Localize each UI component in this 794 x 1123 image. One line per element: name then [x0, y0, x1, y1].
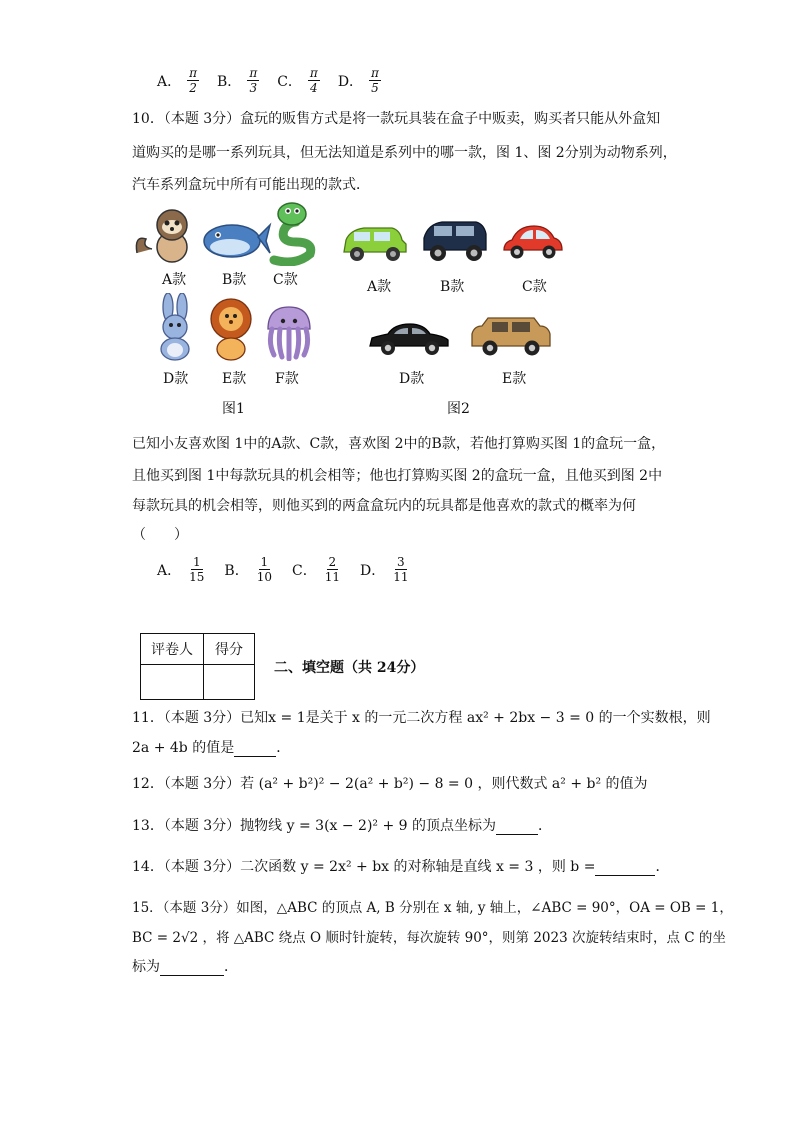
q10-para-2: 且他买到图 1中每款玩具的机会相等；他也打算购买图 2的盒玩一盒，且他买到图 2中	[132, 468, 663, 484]
q9-option-b: B． $\frac{\pi}{3}$	[217, 66, 258, 95]
fig1-label-d: D款	[163, 371, 189, 387]
raccoon-toy-image	[132, 205, 202, 265]
fig1-label-a: A款	[162, 272, 187, 288]
q10-option-c: C． $\frac{2}{11}$	[291, 555, 340, 584]
q11-answer-blank[interactable]	[234, 740, 276, 757]
score-header: 得分	[204, 634, 255, 665]
snake-toy-image	[266, 200, 318, 266]
q9-option-a: A． $\frac{\pi}{2}$	[157, 66, 198, 95]
q11-line-1: 11．（本题 3分）已知x = 1是关于 x 的一元二次方程 ax² + 2bx − 3 = 0 的一个实数根，则	[132, 710, 711, 726]
q9-option-d: D． $\frac{\pi}{5}$	[337, 66, 379, 95]
q10-line-2: 道购买的是哪一系列玩具，但无法知道是系列中的哪一款，图 1、图 2分别为动物系列，	[132, 145, 677, 161]
q15-line-1: 15．（本题 3分）如图，△ABC 的顶点 A, B 分别在 x 轴, y 轴上，∠ABC = 90°，OA = OB = 1，	[132, 900, 733, 916]
q14-answer-blank[interactable]	[595, 859, 655, 876]
fig2-label-b: B款	[440, 279, 465, 295]
green-car-image	[340, 222, 410, 264]
fig1-label-e: E款	[222, 371, 247, 387]
score-cell[interactable]	[204, 665, 255, 700]
blue-suv-image	[420, 218, 490, 264]
grader-cell[interactable]	[141, 665, 204, 700]
jellyfish-toy-image	[262, 303, 316, 361]
q15-answer-blank[interactable]	[160, 959, 224, 976]
fig1-label-c: C款	[273, 272, 298, 288]
rabbit-toy-image	[150, 293, 200, 361]
q9-option-c: C． $\frac{\pi}{4}$	[277, 66, 318, 95]
q15-line-2: BC = 2√2 ，将 △ABC 绕点 O 顺时针旋转，每次旋转 90°，则第 2023 次旋转结束时，点 C 的坐	[132, 930, 726, 946]
q10-line-3: 汽车系列盒玩中所有可能出现的款式．	[132, 177, 370, 193]
q15-line-3: 标为 ．	[132, 959, 238, 975]
q9-options	[157, 66, 399, 95]
section-title: 二、填空题（共 24分）	[274, 660, 425, 676]
fig2-label-d: D款	[399, 371, 425, 387]
q10-para-3: 每款玩具的机会相等，则他买到的两盒盒玩内的玩具都是他喜欢的款式的概率为何	[132, 498, 636, 514]
q10-para-1: 已知小友喜欢图 1中的A款、C款，喜欢图 2中的B款，若他打算购买图 1的盒玩一盒，	[132, 436, 666, 452]
beige-suv-image	[470, 314, 552, 358]
fig2-caption: 图2	[447, 401, 470, 417]
q12-line: 12．（本题 3分）若 (a² + b²)² − 2(a² + b²) − 8 = 0 ，则代数式 a² + b² 的值为	[132, 776, 648, 792]
fig2-label-e: E款	[502, 371, 527, 387]
fig1-caption: 图1	[222, 401, 245, 417]
q11-line-2: 2a + 4b 的值是 ．	[132, 740, 291, 756]
lion-toy-image	[206, 297, 256, 361]
black-sedan-image	[368, 318, 450, 358]
whale-toy-image	[200, 215, 272, 261]
grader-header: 评卷人	[141, 634, 204, 665]
score-table	[140, 633, 255, 700]
q10-option-a: A． $\frac{1}{15}$	[157, 555, 205, 584]
q10-answer-paren: （ ）	[132, 527, 188, 543]
q10-options	[157, 555, 429, 584]
q14-line: 14．（本题 3分）二次函数 y = 2x² + bx 的对称轴是直线 x = 3 ，则 b = ．	[132, 859, 670, 875]
fig1-label-f: F款	[275, 371, 299, 387]
q10-line-1: 10．（本题 3分）盒玩的贩售方式是将一款玩具装在盒子中贩卖，购买者只能从外盒知	[132, 111, 661, 127]
q10-option-d: D． $\frac{3}{11}$	[359, 555, 409, 584]
q13-answer-blank[interactable]	[496, 818, 538, 835]
fig2-label-c: C款	[522, 279, 547, 295]
red-car-image	[500, 222, 566, 262]
q10-option-b: B． $\frac{1}{10}$	[224, 555, 272, 584]
fig1-label-b: B款	[222, 272, 247, 288]
fig2-label-a: A款	[367, 279, 392, 295]
q13-line: 13．（本题 3分）抛物线 y = 3(x − 2)² + 9 的顶点坐标为 ．	[132, 818, 553, 834]
